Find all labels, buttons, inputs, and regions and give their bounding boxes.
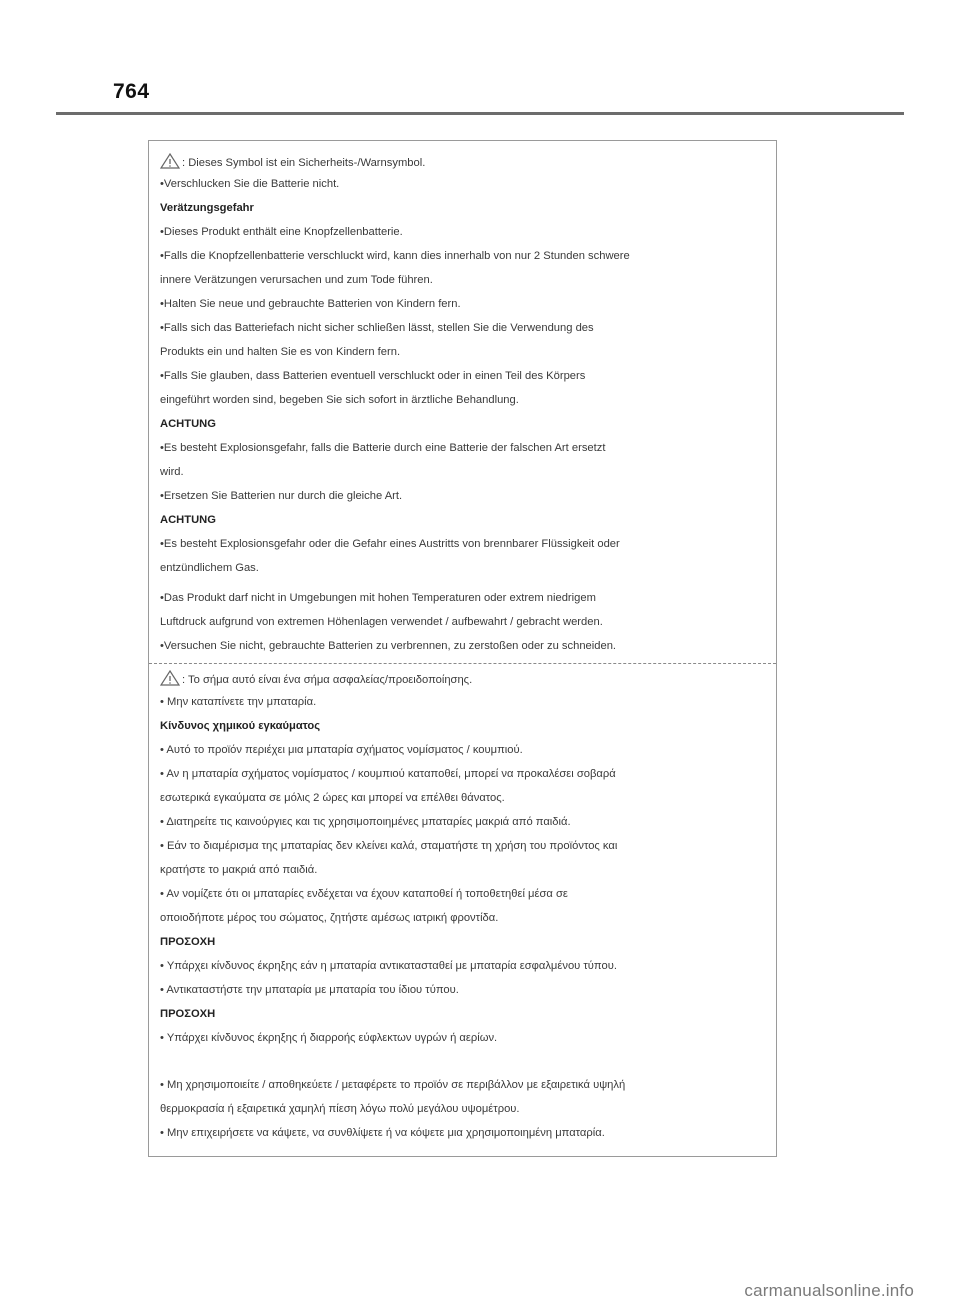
german-line: wird.	[160, 466, 184, 478]
greek-section	[149, 663, 776, 1139]
greek-line: • Εάν το διαμέρισμα της μπαταρίας δεν κλείνει καλά, σταματήστε τη χρήση του προϊόντος και	[160, 840, 618, 852]
german-line: •Das Produkt darf nicht in Umgebungen mit hohen Temperaturen oder extrem niedrigem	[160, 592, 596, 604]
german-line: •Versuchen Sie nicht, gebrauchte Batterien zu verbrennen, zu zerstoßen oder zu schneiden.	[160, 640, 617, 652]
german-line: •Dieses Produkt enthält eine Knopfzellenbatterie.	[160, 226, 403, 238]
german-heading: ACHTUNG	[160, 514, 216, 526]
german-line: •Falls sich das Batteriefach nicht sicher schließen lässt, stellen Sie die Verwendung des	[160, 322, 594, 334]
greek-symbol-line	[160, 670, 472, 687]
notice-box	[148, 140, 777, 1157]
german-line: •Es besteht Explosionsgefahr oder die Gefahr eines Austritts von brennbarer Flüssigkeit oder	[160, 538, 620, 550]
greek-line: • Διατηρείτε τις καινούργιες και τις χρησιμοποιημένες μπαταρίες μακριά από παιδιά.	[160, 816, 571, 828]
greek-line: • Υπάρχει κίνδυνος έκρηξης ή διαρροής εύφλεκτων υγρών ή αερίων.	[160, 1032, 498, 1044]
greek-line: • Αυτό το προϊόν περιέχει μια μπαταρία σχήματος νομίσματος / κουμπιού.	[160, 744, 523, 756]
warning-triangle-icon	[160, 153, 180, 169]
greek-symbol-text: : Το σήμα αυτό είναι ένα σήμα ασφαλείας/προειδοποίησης.	[182, 674, 473, 686]
greek-line: • Μη χρησιμοποιείτε / αποθηκεύετε / μεταφέρετε το προϊόν σε περιβάλλον με εξαιρετικά υψηλή	[160, 1079, 626, 1091]
german-line: Produkts ein und halten Sie es von Kindern fern.	[160, 346, 401, 358]
greek-line: • Αν η μπαταρία σχήματος νομίσματος / κουμπιού καταποθεί, μπορεί να προκαλέσει σοβαρά	[160, 768, 616, 780]
greek-line: • Αντικαταστήστε την μπαταρία με μπαταρία του ίδιου τύπου.	[160, 984, 459, 996]
german-line: entzündlichem Gas.	[160, 562, 259, 574]
greek-line: κρατήστε το μακριά από παιδιά.	[160, 864, 318, 876]
german-line: •Verschlucken Sie die Batterie nicht.	[160, 178, 340, 190]
german-line: eingeführt worden sind, begeben Sie sich sofort in ärztliche Behandlung.	[160, 394, 519, 406]
german-symbol-line	[160, 153, 425, 170]
greek-line: • Μην καταπίνετε την μπαταρία.	[160, 696, 317, 708]
greek-line: • Μην επιχειρήσετε να κάψετε, να συνθλίψετε ή να κόψετε μια χρησιμοποιημένη μπαταρία.	[160, 1127, 605, 1139]
german-line: •Falls die Knopfzellenbatterie verschluckt wird, kann dies innerhalb von nur 2 Stunden schwere	[160, 250, 630, 262]
greek-line: • Αν νομίζετε ότι οι μπαταρίες ενδέχεται να έχουν καταποθεί ή τοποθετηθεί μέσα σε	[160, 888, 568, 900]
german-line: •Falls Sie glauben, dass Batterien eventuell verschluckt oder in einen Teil des Körpers	[160, 370, 586, 382]
german-heading: ACHTUNG	[160, 418, 216, 430]
german-line: •Es besteht Explosionsgefahr, falls die Batterie durch eine Batterie der falschen Art ersetzt	[160, 442, 606, 454]
greek-line: • Υπάρχει κίνδυνος έκρηξης εάν η μπαταρία αντικατασταθεί με μπαταρία εσφαλμένου τύπου.	[160, 960, 617, 972]
german-heading: Verätzungsgefahr	[160, 202, 254, 214]
german-line: innere Verätzungen verursachen und zum Tode führen.	[160, 274, 433, 286]
greek-heading: Κίνδυνος χημικού εγκαύματος	[160, 720, 321, 732]
german-line: Luftdruck aufgrund von extremen Höhenlagen verwendet / aufbewahrt / gebracht werden.	[160, 616, 603, 628]
german-line: •Ersetzen Sie Batterien nur durch die gleiche Art.	[160, 490, 403, 502]
greek-heading: ΠΡΟΣΟΧΗ	[160, 936, 216, 948]
greek-line: οποιοδήποτε μέρος του σώματος, ζητήστε αμέσως ιατρική φροντίδα.	[160, 912, 499, 924]
watermark: carmanualsonline.info	[744, 1281, 914, 1300]
page-number: 764	[113, 80, 150, 103]
greek-line: θερμοκρασία ή εξαιρετικά χαμηλή πίεση λόγω πολύ μεγάλου υψομέτρου.	[160, 1103, 520, 1115]
german-line: •Halten Sie neue und gebrauchte Batterien von Kindern fern.	[160, 298, 461, 310]
warning-triangle-icon	[160, 670, 180, 686]
header-rule	[56, 112, 904, 115]
german-symbol-text: : Dieses Symbol ist ein Sicherheits-/Warnsymbol.	[182, 157, 426, 169]
greek-heading: ΠΡΟΣΟΧΗ	[160, 1008, 216, 1020]
greek-line: εσωτερικά εγκαύματα σε μόλις 2 ώρες και μπορεί να επέλθει θάνατος.	[160, 792, 505, 804]
